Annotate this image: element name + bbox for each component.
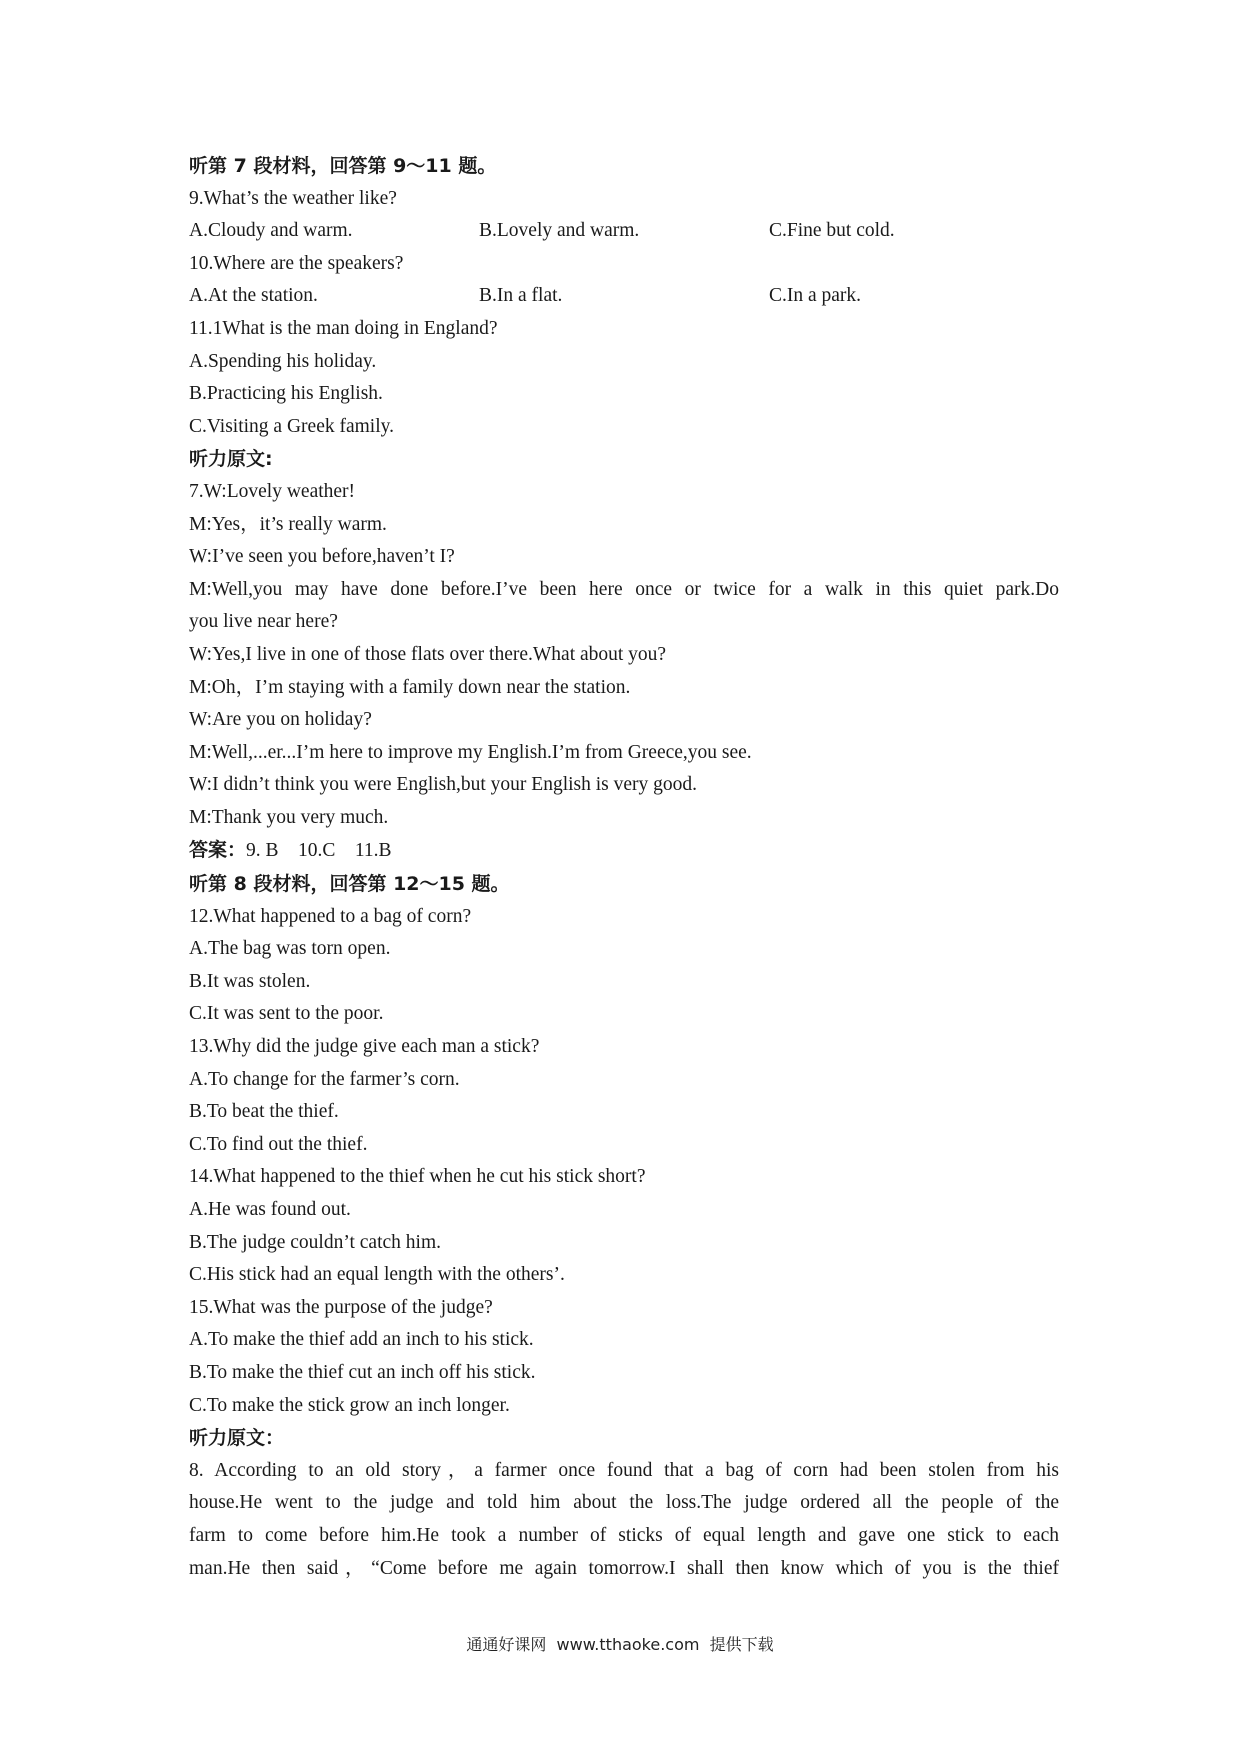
question-12: 12.What happened to a bag of corn?	[189, 905, 472, 927]
option-c: C.To find out the thief.	[189, 1133, 368, 1155]
option-a: A.To change for the farmer’s corn.	[189, 1068, 460, 1090]
transcript-line: M:Well,you may have done before.I’ve been here once or twice for a walk in this quiet park.Do	[189, 578, 1059, 600]
option-c: C.It was sent to the poor.	[189, 1003, 384, 1025]
question-15: 15.What was the purpose of the judge?	[189, 1296, 493, 1318]
transcript-heading: 听力原文：	[189, 1427, 285, 1450]
transcript-line: M:Yes，it’s really warm.	[189, 513, 387, 535]
options-row	[189, 215, 1059, 248]
transcript-line: house.He went to the judge and told him about the loss.The judge ordered all the people of the	[189, 1492, 1059, 1514]
option-c: C.Visiting a Greek family.	[189, 415, 394, 437]
question-11: 11.1What is the man doing in England?	[189, 317, 498, 339]
option-b: B.The judge couldn’t catch him.	[189, 1231, 441, 1253]
transcript-heading: 听力原文:	[189, 448, 273, 471]
option-c: C.Fine but cold.	[769, 220, 895, 242]
option-c: C.In a park.	[769, 285, 862, 307]
section-heading: 听第 8 段材料，回答第 12～15 题。	[189, 873, 510, 896]
option-b: B.In a flat.	[479, 285, 563, 307]
option-a: A.The bag was torn open.	[189, 938, 391, 960]
transcript-line: man.He then said，“Come before me again tomorrow.I shall then know which of you is the thief	[189, 1557, 1059, 1579]
option-a: A.To make the thief add an inch to his stick.	[189, 1329, 534, 1351]
document-body	[189, 150, 1059, 1585]
section-heading: 听第 7 段材料，回答第 9～11 题。	[189, 155, 497, 177]
option-b: B.Lovely and warm.	[479, 220, 640, 242]
question-9: 9.What’s the weather like?	[189, 187, 397, 209]
option-b: B.Practicing his English.	[189, 383, 383, 405]
transcript-line: farm to come before him.He took a number of sticks of equal length and gave one stick to each	[189, 1524, 1059, 1546]
option-c: C.To make the stick grow an inch longer.	[189, 1394, 510, 1416]
transcript-line: M:Well,...er...I’m here to improve my English.I’m from Greece,you see.	[189, 741, 752, 763]
transcript-line: W:I’ve seen you before,haven’t I?	[189, 546, 455, 568]
option-b: B.To beat the thief.	[189, 1101, 339, 1123]
option-c: C.His stick had an equal length with the others’.	[189, 1264, 565, 1286]
question-10: 10.Where are the speakers?	[189, 252, 404, 274]
question-13: 13.Why did the judge give each man a stick?	[189, 1036, 540, 1058]
transcript-line: 7.W:Lovely weather!	[189, 480, 356, 502]
options-row	[189, 280, 1059, 313]
transcript-line: 8. According to an old story，a farmer once found that a bag of corn had been stolen from his	[189, 1459, 1059, 1481]
transcript-line: W:Are you on holiday?	[189, 709, 372, 731]
transcript-line: M:Oh，I’m staying with a family down near the station.	[189, 676, 631, 698]
answer-line	[189, 834, 1059, 868]
option-a: A.At the station.	[189, 285, 318, 307]
answer-label: 答案：	[189, 839, 247, 862]
option-b: B.To make the thief cut an inch off his stick.	[189, 1361, 536, 1383]
transcript-line: you live near here?	[189, 611, 338, 633]
transcript-line: W:I didn’t think you were English,but your English is very good.	[189, 774, 698, 796]
answer-values: 9. B 10.C 11.B	[246, 840, 392, 862]
question-14: 14.What happened to the thief when he cut his stick short?	[189, 1166, 646, 1188]
option-b: B.It was stolen.	[189, 970, 311, 992]
option-a: A.Spending his holiday.	[189, 350, 377, 372]
page-footer: 通通好课网 www.tthaoke.com 提供下载	[466, 1635, 774, 1654]
transcript-line: M:Thank you very much.	[189, 806, 389, 828]
option-a: A.He was found out.	[189, 1199, 351, 1220]
option-a: A.Cloudy and warm.	[189, 220, 353, 242]
transcript-line: W:Yes,I live in one of those flats over there.What about you?	[189, 643, 667, 665]
